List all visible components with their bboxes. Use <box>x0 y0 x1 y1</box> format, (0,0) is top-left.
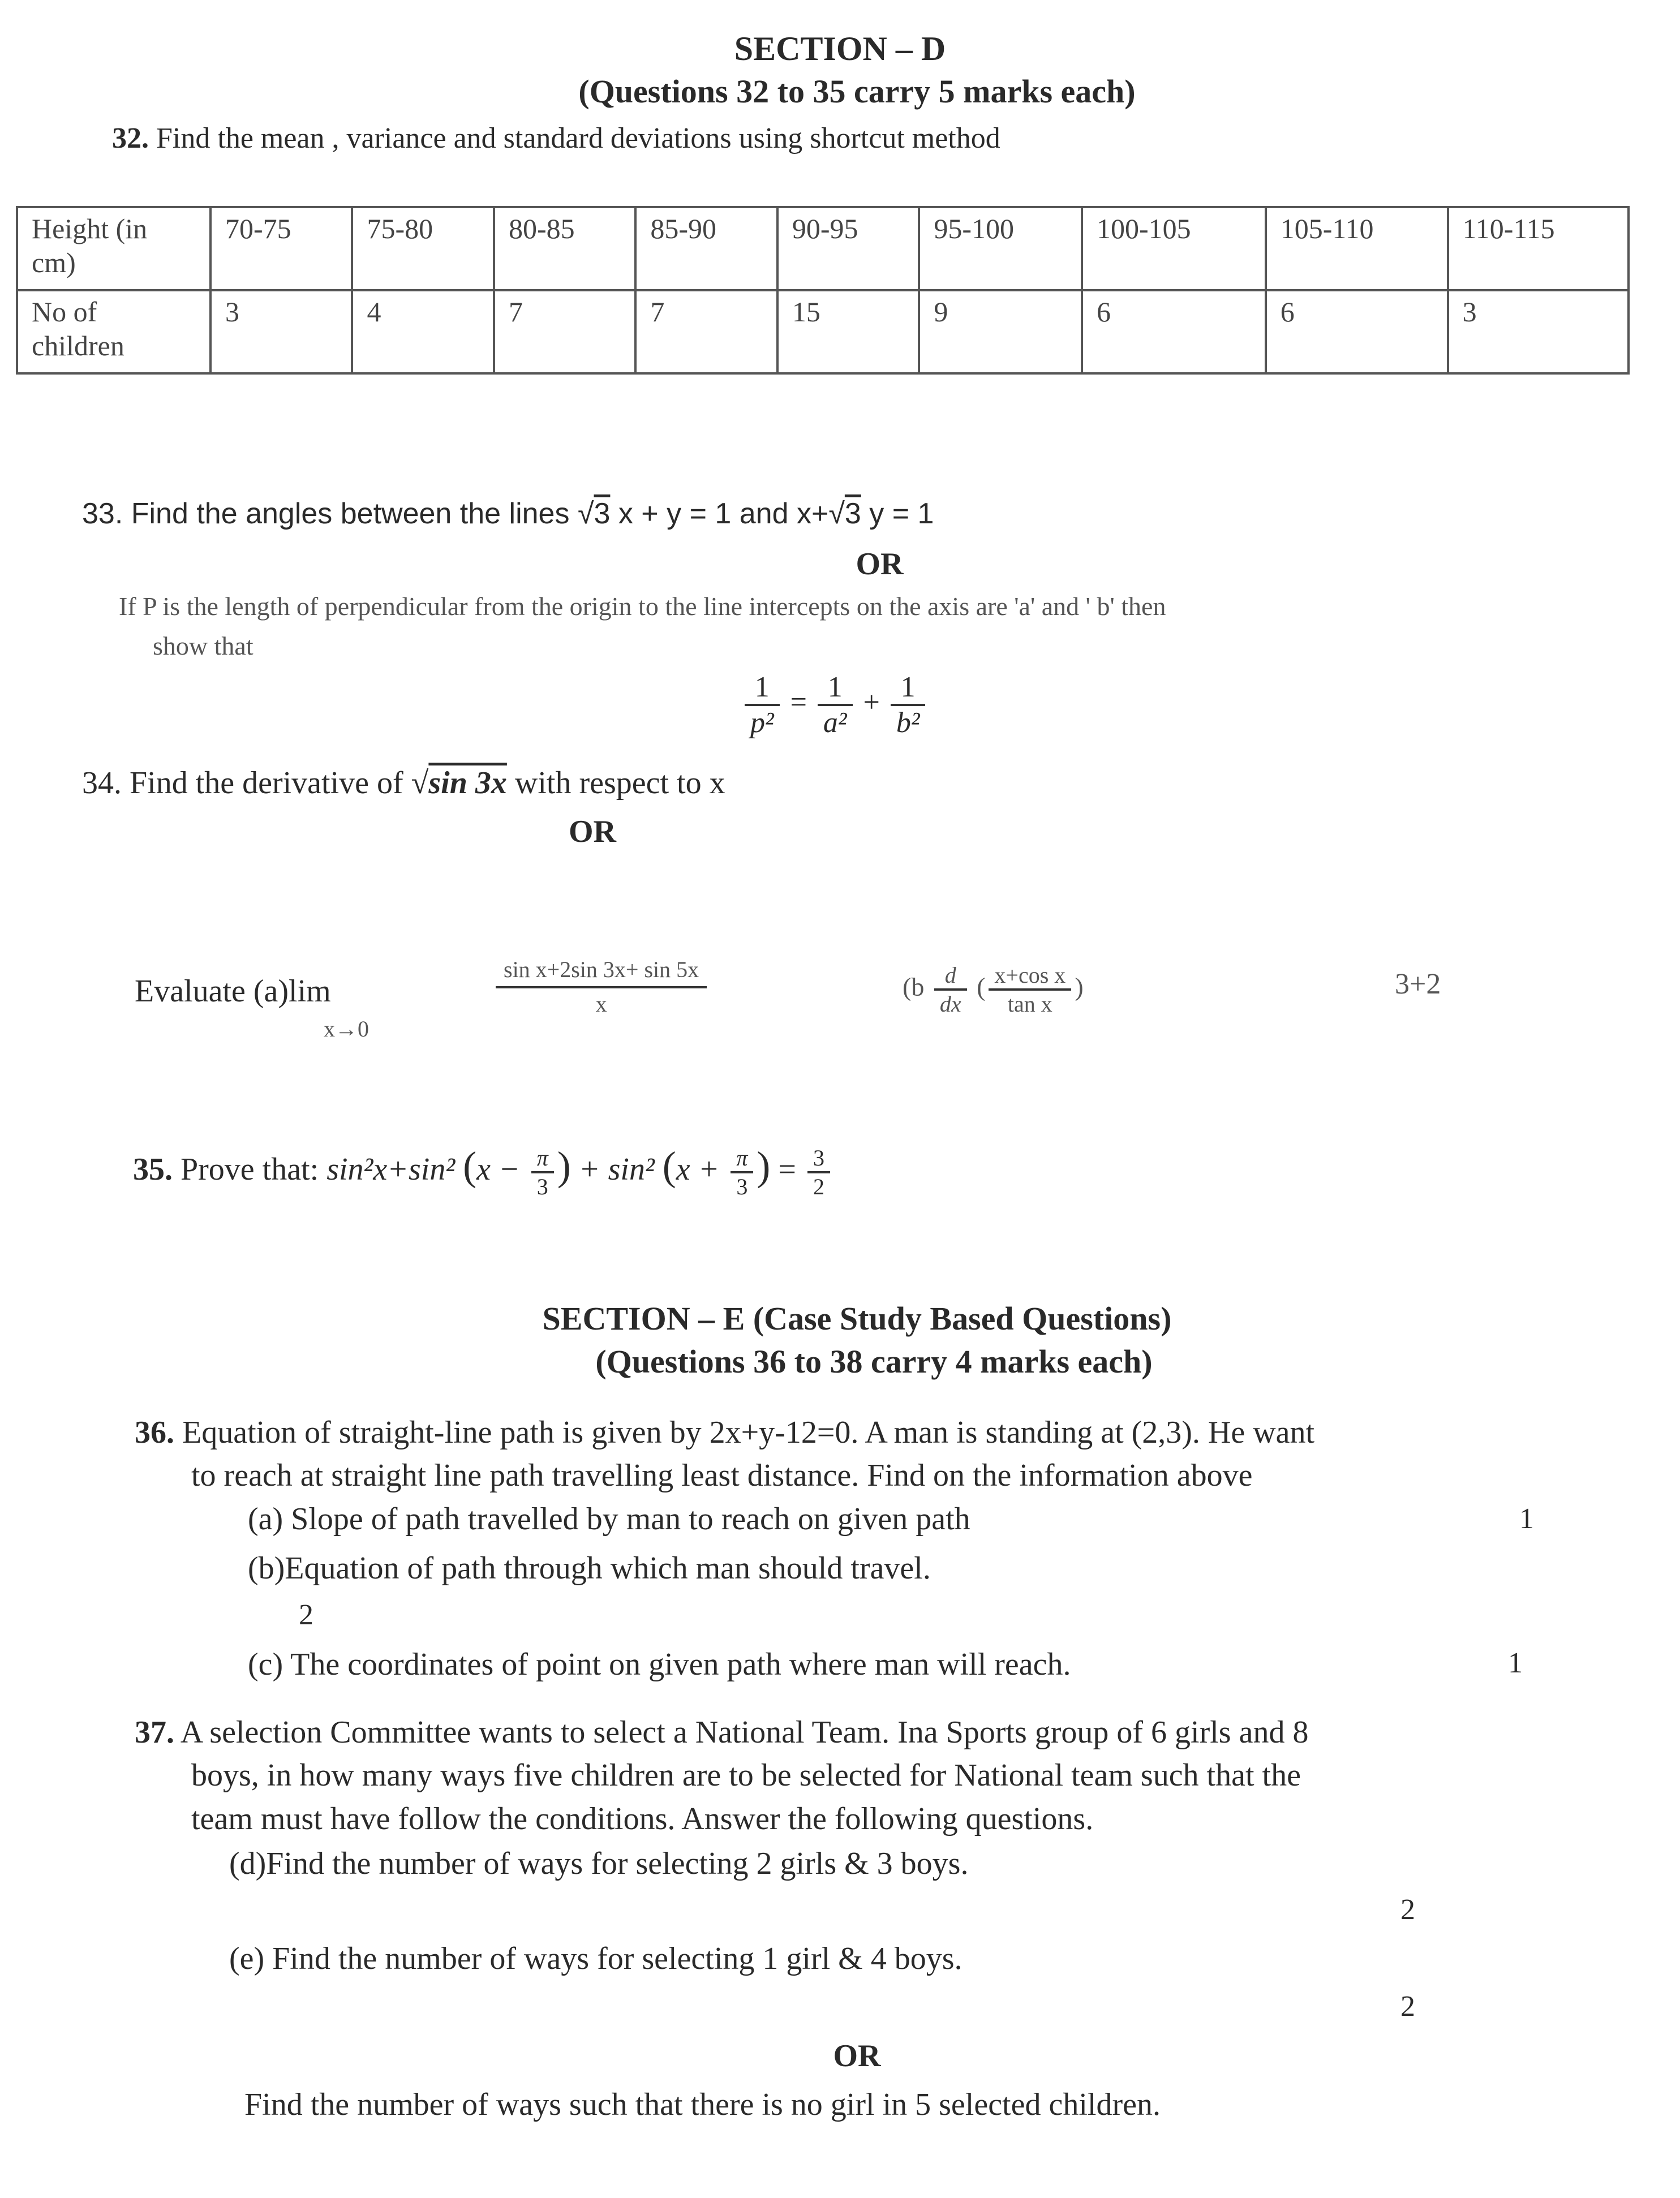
line-1-text: x + y = 1 and x+ <box>618 497 829 530</box>
close-paren: ) <box>557 1143 571 1189</box>
height-frequency-table <box>16 206 1630 375</box>
question-33-alt-line2: show that <box>153 631 253 660</box>
fraction <box>891 670 926 739</box>
table-cell: 9 <box>919 290 1082 373</box>
question-33 <box>82 497 934 531</box>
numerator: x+cos x <box>989 962 1071 991</box>
question-34-text: 34. Find the derivative of <box>82 765 403 801</box>
limit-subscript: x→0 <box>324 1016 369 1042</box>
close-paren: ) <box>1075 972 1084 1001</box>
denominator: 3 <box>536 1174 548 1200</box>
section-d-subtitle: (Questions 32 to 35 carry 5 marks each) <box>578 73 1136 110</box>
table-cell: 100-105 <box>1082 207 1266 290</box>
part-b-label: (b <box>903 972 925 1001</box>
derivative-part-b <box>903 962 1084 1017</box>
close-paren: ) <box>757 1143 771 1189</box>
or-divider: OR <box>833 2038 881 2074</box>
denominator: x <box>595 991 607 1017</box>
open-paren: ( <box>463 1143 477 1189</box>
open-paren: ( <box>977 972 986 1001</box>
x-plus: x + <box>676 1152 720 1187</box>
table-cell: 7 <box>494 290 635 373</box>
question-36-number: 36. <box>135 1415 174 1450</box>
sqrt-value: 3 <box>844 497 861 530</box>
fraction <box>934 962 967 1017</box>
question-34-text-end: with respect to x <box>514 765 725 801</box>
question-36-part-c: (c) The coordinates of point on given path where man will reach. <box>248 1647 1071 1682</box>
numerator: 1 <box>818 670 853 706</box>
numerator: π <box>531 1145 554 1173</box>
fraction <box>807 1145 830 1200</box>
table-cell: 85-90 <box>635 207 777 290</box>
question-36-part-b-marks: 2 <box>299 1599 313 1631</box>
sqrt-symbol: √ <box>828 497 845 530</box>
denominator: p² <box>750 707 774 739</box>
or-divider: OR <box>569 814 616 849</box>
fraction <box>745 670 780 739</box>
table-cell: 105-110 <box>1266 207 1448 290</box>
question-35-text: Prove that: <box>181 1152 319 1187</box>
denominator: tan x <box>1007 991 1052 1017</box>
sqrt-symbol: √ <box>411 765 429 801</box>
table-cell: 6 <box>1082 290 1266 373</box>
numerator: sin x+2sin 3x+ sin 5x <box>496 956 707 988</box>
question-37-number: 37. <box>135 1715 174 1750</box>
numerator: 1 <box>745 670 780 706</box>
table-cell: 3 <box>1448 290 1629 373</box>
table-cell: 75-80 <box>352 207 493 290</box>
table-cell: 90-95 <box>777 207 919 290</box>
table-cell: 3 <box>210 290 352 373</box>
table-cell: 70-75 <box>210 207 352 290</box>
equals-sign: = <box>790 686 807 719</box>
question-36-part-c-marks: 1 <box>1508 1647 1523 1679</box>
question-33-alt-line1: If P is the length of perpendicular from the origin to the line intercepts on the axis are 'a' and ' b' then <box>119 592 1166 621</box>
sqrt-value: 3 <box>594 497 611 530</box>
question-37-part-e: (e) Find the number of ways for selecting 1 girl & 4 boys. <box>229 1941 963 1976</box>
question-33-text: 33. Find the angles between the lines <box>82 497 570 530</box>
table-cell: 7 <box>635 290 777 373</box>
table-cell: 95-100 <box>919 207 1082 290</box>
question-36-text: Equation of straight-line path is given by 2x+y-12=0. A man is standing at (2,3). He want <box>182 1415 1315 1450</box>
fraction <box>731 1145 753 1200</box>
table-row <box>17 207 1629 290</box>
evaluate-label: Evaluate (a)lim <box>135 974 331 1009</box>
numerator: π <box>731 1145 753 1173</box>
question-36-part-a: (a) Slope of path travelled by man to reach on given path <box>248 1502 970 1537</box>
expression-mid: + sin² <box>578 1152 655 1187</box>
denominator: 3 <box>736 1174 748 1200</box>
question-34-marks: 3+2 <box>1395 968 1441 1000</box>
numerator: 1 <box>891 670 926 706</box>
fraction <box>496 956 707 1017</box>
table-cell: 15 <box>777 290 919 373</box>
table-cell: 4 <box>352 290 493 373</box>
table-header-cell: No of children <box>17 290 210 373</box>
table-row <box>17 290 1629 373</box>
plus-sign: + <box>863 686 880 719</box>
question-37-part-d-marks: 2 <box>1400 1894 1415 1926</box>
question-37-line1 <box>135 1714 1308 1750</box>
or-divider: OR <box>856 547 904 582</box>
question-35-number: 35. <box>133 1152 173 1187</box>
limit-fraction <box>492 956 710 1017</box>
section-d-title: SECTION – D <box>734 30 946 67</box>
question-36-line1 <box>135 1414 1314 1451</box>
fraction <box>818 670 853 739</box>
numerator: d <box>934 962 967 991</box>
table-header-cell: Height (in cm) <box>17 207 210 290</box>
table-cell: 80-85 <box>494 207 635 290</box>
equals-sign: = <box>778 1152 796 1187</box>
question-37-text: A selection Committee wants to select a National Team. Ina Sports group of 6 girls and 8 <box>180 1715 1309 1750</box>
table-cell: 6 <box>1266 290 1448 373</box>
question-34 <box>82 765 725 801</box>
question-37-line3: team must have follow the conditions. Answer the following questions. <box>191 1801 1094 1836</box>
question-32-text: Find the mean , variance and standard deviations using shortcut method <box>156 122 1000 154</box>
numerator: 3 <box>807 1145 830 1173</box>
section-e-title: SECTION – E (Case Study Based Questions) <box>542 1300 1172 1337</box>
table-cell: 110-115 <box>1448 207 1629 290</box>
question-32 <box>112 122 1000 155</box>
denominator: dx <box>939 991 961 1017</box>
perpendicular-formula <box>741 670 929 739</box>
question-37-line2: boys, in how many ways five children are to be selected for National team such that the <box>191 1758 1301 1793</box>
fraction <box>531 1145 554 1200</box>
line-2-text: y = 1 <box>869 497 934 530</box>
denominator: a² <box>823 707 847 739</box>
expression-start: sin²x+sin² <box>326 1152 456 1187</box>
question-36-line2: to reach at straight line path travelling least distance. Find on the information above <box>191 1458 1253 1493</box>
sqrt-symbol: √ <box>577 497 594 530</box>
question-32-number: 32. <box>112 122 149 154</box>
question-37-alt: Find the number of ways such that there is no girl in 5 selected children. <box>244 2087 1161 2122</box>
question-35 <box>133 1143 833 1200</box>
derivative-expression: sin 3x <box>428 765 507 801</box>
denominator: b² <box>896 707 920 739</box>
x-minus: x − <box>476 1152 520 1187</box>
evaluate-limit <box>135 973 331 1009</box>
question-36-part-b: (b)Equation of path through which man should travel. <box>248 1551 931 1586</box>
section-e-subtitle: (Questions 36 to 38 carry 4 marks each) <box>595 1343 1153 1380</box>
question-37-part-e-marks: 2 <box>1400 1990 1415 2023</box>
fraction <box>989 962 1071 1017</box>
open-paren: ( <box>662 1143 676 1189</box>
denominator: 2 <box>813 1174 824 1200</box>
question-37-part-d: (d)Find the number of ways for selecting 2 girls & 3 boys. <box>229 1846 969 1881</box>
question-36-part-a-marks: 1 <box>1519 1503 1534 1535</box>
